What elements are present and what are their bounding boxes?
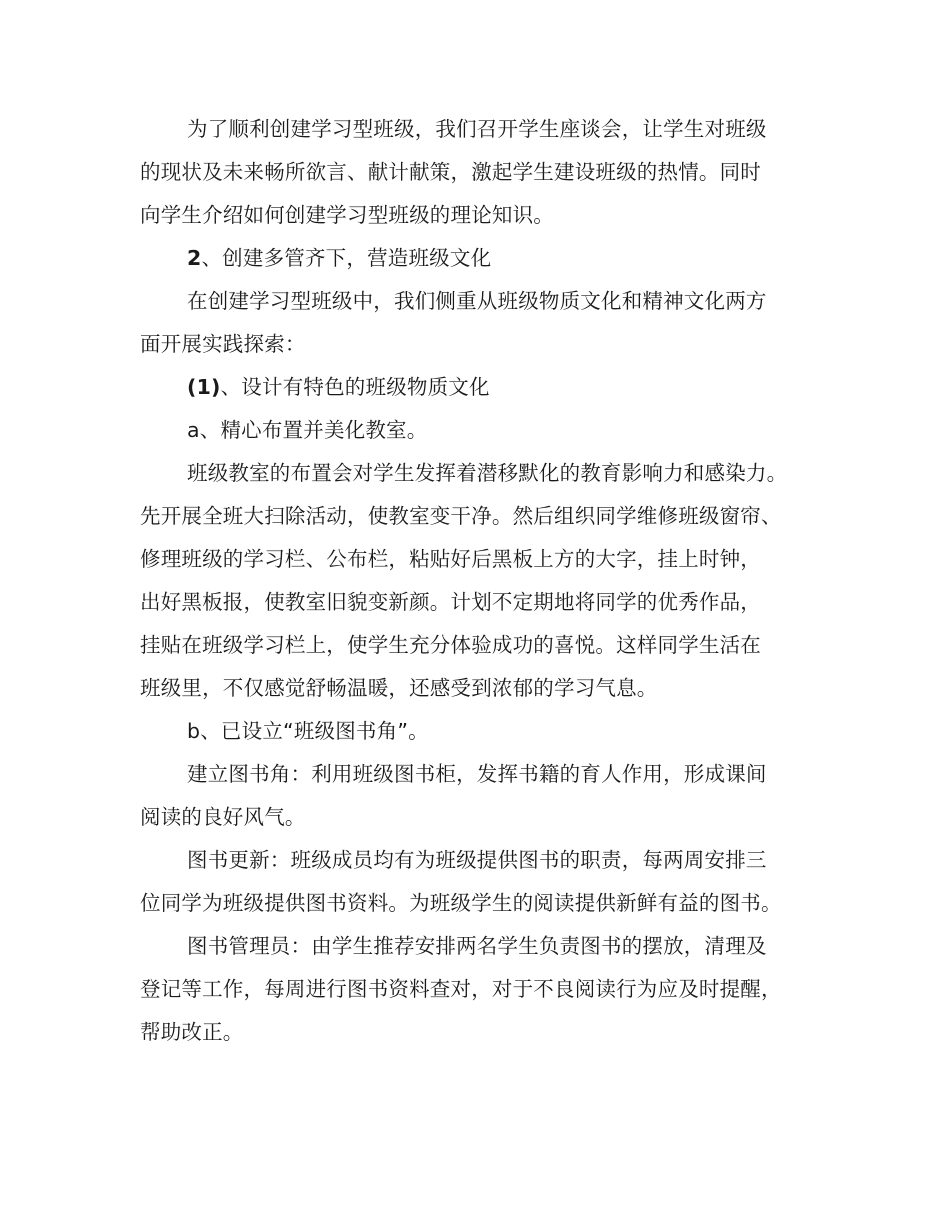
text-line: 向学生介绍如何创建学习型班级的理论知识。 xyxy=(140,203,554,227)
text-line: 图书管理员：由学生推荐安排两名学生负责图书的摆放，清理及 xyxy=(187,934,767,958)
section-heading-2 xyxy=(140,237,812,280)
paragraph-librarian xyxy=(140,925,812,1054)
paragraph-classroom xyxy=(140,452,812,710)
heading-number: (1) xyxy=(187,375,221,399)
heading-number: 2 xyxy=(187,246,202,270)
heading-text: 、创建多管齐下，营造班级文化 xyxy=(201,246,492,270)
paragraph-book-update xyxy=(140,839,812,925)
text-line: 挂贴在班级学习栏上，使学生充分体验成功的喜悦。这样同学生活在 xyxy=(140,633,761,657)
text-line: 建立图书角：利用班级图书柜，发挥书籍的育人作用，形成课间 xyxy=(187,762,767,786)
text-line: 面开展实践探索： xyxy=(140,332,306,356)
text-line: 在创建学习型班级中，我们侧重从班级物质文化和精神文化两方 xyxy=(187,289,767,313)
text-line: 阅读的良好风气。 xyxy=(140,805,306,829)
paragraph-culture xyxy=(140,280,812,366)
paragraph-intro xyxy=(140,108,812,237)
text-line: 修理班级的学习栏、公布栏，粘贴好后黑板上方的大字，挂上时钟， xyxy=(140,547,761,571)
text-line: 班级里，不仅感觉舒畅温暖，还感受到浓郁的学习气息。 xyxy=(140,676,658,700)
text-line: b、已设立“班级图书角”。 xyxy=(187,719,429,743)
document-page xyxy=(140,108,812,1054)
subsection-heading-1 xyxy=(140,366,812,409)
text-line: 位同学为班级提供图书资料。为班级学生的阅读提供新鲜有益的图书。 xyxy=(140,891,782,915)
text-line: 为了顺利创建学习型班级，我们召开学生座谈会，让学生对班级 xyxy=(187,117,767,141)
text-line: 图书更新：班级成员均有为班级提供图书的职责，每两周安排三 xyxy=(187,848,767,872)
text-line: 的现状及未来畅所欲言、献计献策，激起学生建设班级的热情。同时 xyxy=(140,160,761,184)
text-line: 班级教室的布置会对学生发挥着潜移默化的教育影响力和感染力。 xyxy=(187,461,788,485)
text-line: 帮助改正。 xyxy=(140,1020,244,1044)
text-line: 先开展全班大扫除活动，使教室变干净。然后组织同学维修班级窗帘、 xyxy=(140,504,782,528)
text-line: a、精心布置并美化教室。 xyxy=(187,418,428,442)
heading-text: 、设计有特色的班级物质文化 xyxy=(220,375,490,399)
text-line: 登记等工作，每周进行图书资料查对，对于不良阅读行为应及时提醒， xyxy=(140,977,782,1001)
paragraph-book-corner xyxy=(140,753,812,839)
text-line: 出好黑板报，使教室旧貌变新颜。计划不定期地将同学的优秀作品， xyxy=(140,590,761,614)
item-b xyxy=(140,710,812,753)
item-a xyxy=(140,409,812,452)
